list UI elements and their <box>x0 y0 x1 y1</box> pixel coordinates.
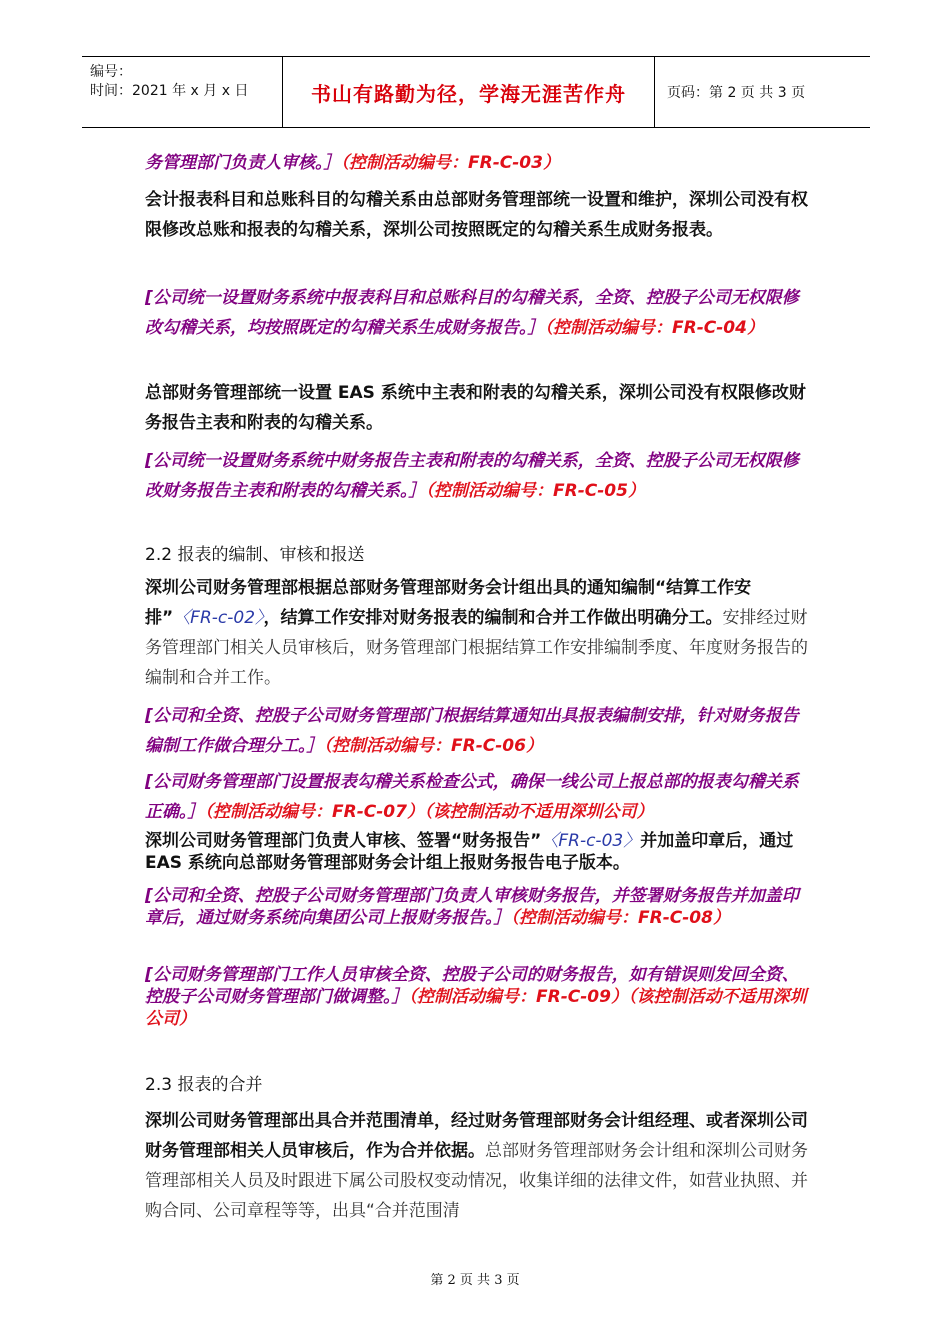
control-code: （控制活动编号：FR-C-05） <box>425 481 645 501</box>
bold-text: 深圳公司财务管理部根据总部财务管理部财务会计组出具的通知编制“结算工作安排” <box>145 578 752 628</box>
form-reference: 〈FR-c-02〉 <box>173 608 264 628</box>
page-label: 页码：第 2 页 共 3 页 <box>667 85 806 101</box>
normal-text: 总部财务管理部财务会计组和深圳公司财务管理部相关人员及时跟进下属公司股权变动情况，收集详细的法律文件，如营业执照、并购合同、公司章程等等，出具“合并范围清 <box>145 1141 808 1221</box>
control-paragraph-fr-c-06 <box>145 701 815 761</box>
control-code: （控制活动编号：FR-C-07）（该控制活动不适用深圳公司） <box>204 802 654 822</box>
page-footer: 第 2 页 共 3 页 <box>430 1273 520 1288</box>
date-label: 时间：2021 年 x 月 x 日 <box>90 83 249 99</box>
control-code: （控制活动编号：FR-C-06） <box>323 736 543 756</box>
control-paragraph-fr-c-07 <box>145 767 815 827</box>
control-code: （控制活动编号：FR-C-04） <box>544 318 764 338</box>
control-paragraph-fr-c-03 <box>145 148 815 178</box>
header-page-cell <box>655 57 870 127</box>
section-heading-2-3: 2.3 报表的合并 <box>145 1075 263 1095</box>
control-code: （控制活动编号：FR-C-09）（该控制活动不适用深圳公司） <box>145 987 807 1029</box>
control-paragraph-fr-c-08 <box>145 885 815 929</box>
control-paragraph-fr-c-04 <box>145 283 815 343</box>
paragraph-report-account-relationship: 会计报表科目和总账科目的勾稽关系由总部财务管理部统一设置和维护，深圳公司没有权限修改总账和报表的勾稽关系，深圳公司按照既定的勾稽关系生成财务报表。 <box>145 190 808 240</box>
control-text: [公司财务管理部门设置报表勾稽关系检查公式，确保一线公司上报总部的报表勾稽关系正确。］ <box>145 772 799 822</box>
control-text: [公司和全资、控股子公司财务管理部门根据结算通知出具报表编制安排，针对财务报告编制工作做合理分工。］ <box>145 706 799 756</box>
paragraph-eas-relationship: 总部财务管理部统一设置 EAS 系统中主表和附表的勾稽关系，深圳公司没有权限修改财务报告主表和附表的勾稽关系。 <box>145 383 806 433</box>
page-header <box>82 56 870 128</box>
form-reference: 〈FR-c-03〉 <box>541 831 641 851</box>
control-text: 务管理部门负责人审核。］ <box>145 153 341 173</box>
header-left-cell <box>82 57 283 127</box>
control-code: （控制活动编号：FR-C-03） <box>340 153 560 173</box>
control-text: [公司和全资、控股子公司财务管理部门负责人审核财务报告，并签署财务报告并加盖印章后，通过财务系统向集团公司上报财务报告。］ <box>145 886 799 928</box>
number-label: 编号： <box>90 64 132 80</box>
control-text: [公司统一设置财务系统中财务报告主表和附表的勾稽关系，全资、控股子公司无权限修改财务报告主表和附表的勾稽关系。］ <box>145 451 799 501</box>
paragraph-consolidation <box>145 1106 815 1226</box>
normal-text: 安排经过财务管理部门相关人员审核后，财务管理部门根据结算工作安排编制季度、年度财务报告的编制和合并工作。 <box>145 608 808 688</box>
control-code: （控制活动编号：FR-C-08） <box>510 908 730 928</box>
bold-text: 深圳公司财务管理部出具合并范围清单，经过财务管理部财务会计组经理、或者深圳公司财务管理部相关人员审核后，作为合并依据。 <box>145 1111 808 1161</box>
paragraph-report-signing <box>145 830 815 874</box>
header-motto: 书山有路勤为径，学海无涯苦作舟 <box>311 81 626 106</box>
section-heading-2-2: 2.2 报表的编制、审核和报送 <box>145 545 365 565</box>
control-text: [公司统一设置财务系统中报表科目和总账科目的勾稽关系，全资、控股子公司无权限修改勾稽关系，均按照既定的勾稽关系生成财务报告。］ <box>145 288 799 338</box>
bold-text: ，结算工作安排对财务报表的编制和合并工作做出明确分工。 <box>263 608 723 628</box>
paragraph-settlement-arrangement <box>145 573 815 693</box>
bold-text: 深圳公司财务管理部门负责人审核、签署“财务报告” <box>145 831 542 851</box>
control-text: [公司财务管理部门工作人员审核全资、控股子公司的财务报告，如有错误则发回全资、控股子公司财务管理部门做调整。］ <box>145 965 799 1007</box>
control-paragraph-fr-c-05 <box>145 446 815 506</box>
header-motto-cell <box>283 57 655 127</box>
bold-text: 并加盖印章后，通过 EAS 系统向总部财务管理部财务会计组上报财务报告电子版本。 <box>145 831 794 873</box>
control-paragraph-fr-c-09 <box>145 964 815 1030</box>
